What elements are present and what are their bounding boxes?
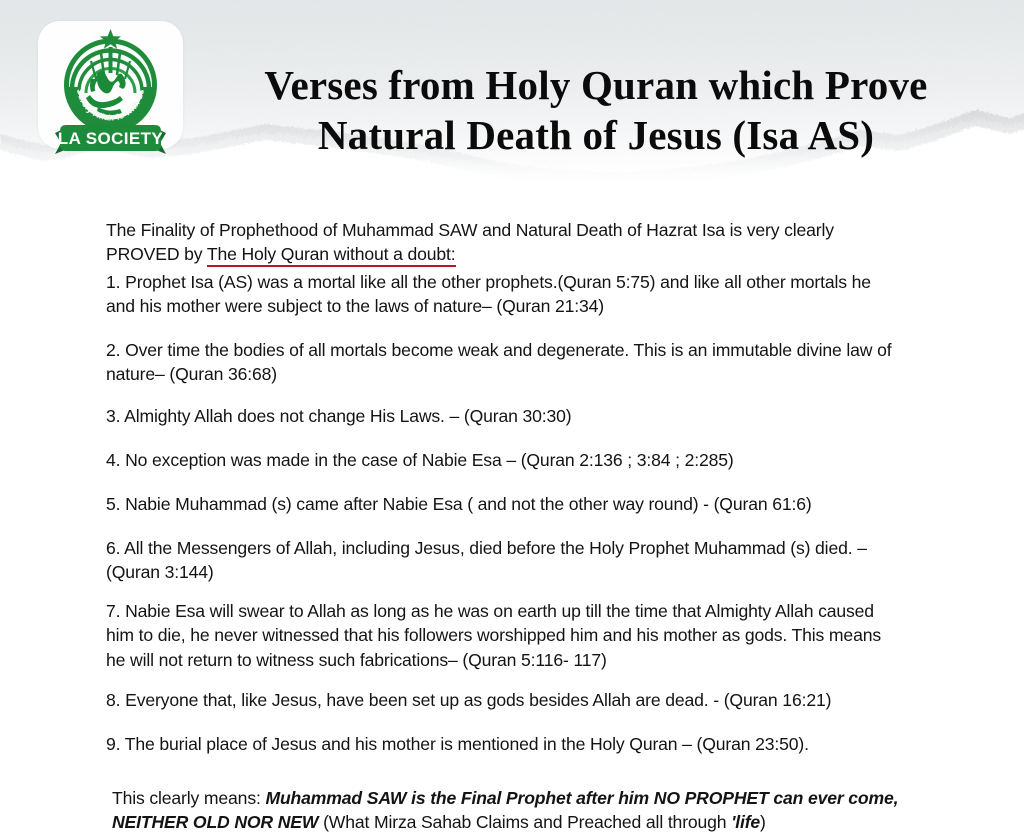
point-7: 7. Nabie Esa will swear to Allah as long as he was on earth up till the time that Almighty Allah caused him to die, he never witnessed that his followers worshipped him and his mother as gods. This means he will not return to witness such fabrications– (Quran 5:116- 117) <box>106 600 881 670</box>
intro-highlight: The Holy Quran without a doubt: <box>207 244 456 267</box>
page-title <box>196 60 996 160</box>
point-6: 6. All the Messengers of Allah, including Jesus, died before the Holy Prophet Muhammad (s) died. – (Quran 3:144) <box>106 537 867 583</box>
point-5: 5. Nabie Muhammad (s) came after Nabie Esa ( and not the other way round) - (Quran 61:6) <box>106 493 812 514</box>
point-1: 1. Prophet Isa (AS) was a mortal like all the other prophets.(Quran 5:75) and like all other mortals he and his mother were subject to the laws of nature– (Quran 21:34) <box>106 271 871 317</box>
point-2: 2. Over time the bodies of all mortals become weak and degenerate. This is an immutable divine law of nature– (Quran 36:68) <box>106 339 892 385</box>
la-society-emblem <box>38 21 183 163</box>
point-4: 4. No exception was made in the case of Nabie Esa – (Quran 2:136 ; 3:84 ; 2:285) <box>106 449 734 470</box>
logo-ribbon <box>55 125 166 154</box>
conclusion-emphasis-1: Muhammad SAW is the Final Prophet after him NO PROPHET can ever come, NEITHER OLD NOR NEW <box>112 787 899 833</box>
document-body <box>0 190 1024 833</box>
logo-org-name: LA SOCIETY <box>57 129 164 148</box>
page-title-line-1: Verses from Holy Quran which Prove <box>264 62 928 109</box>
conclusion-emphasis-2: 'life <box>731 812 761 833</box>
intro-text: The Finality of Prophethood of Muhammad SAW and Natural Death of Hazrat Isa is very clearly PROVED by <box>106 219 834 265</box>
conclusion-tail-2: ) <box>760 812 766 833</box>
logo-motto: Surely Allah is with us <box>74 88 146 123</box>
point-9: 9. The burial place of Jesus and his mother is mentioned in the Holy Quran – (Quran 23:50). <box>106 733 809 754</box>
point-8: 8. Everyone that, like Jesus, have been set up as gods besides Allah are dead. - (Quran 16:21) <box>106 689 832 710</box>
page-title-line-2: Natural Death of Jesus (Isa AS) <box>317 112 875 159</box>
conclusion-lead: This clearly means: <box>112 787 266 808</box>
conclusion-tail: (What Mirza Sahab Claims and Preached all through <box>318 812 732 833</box>
organization-logo <box>38 21 183 163</box>
conclusion-paragraph <box>112 786 902 835</box>
intro-paragraph <box>106 218 898 267</box>
point-3: 3. Almighty Allah does not change His Laws. – (Quran 30:30) <box>106 405 572 426</box>
